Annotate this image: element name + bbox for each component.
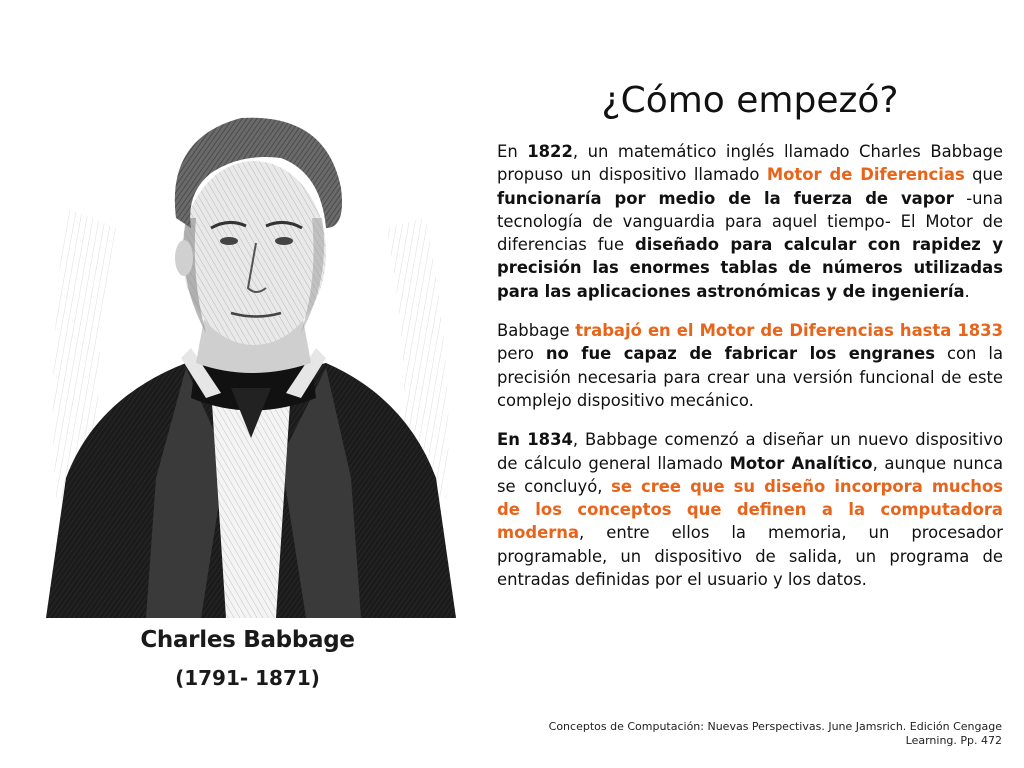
paragraph-3	[497, 428, 1003, 591]
text-run: trabajó en el Motor de Diferencias hasta 1833	[575, 321, 1003, 341]
text-run: .	[964, 281, 970, 301]
citation-footer	[502, 720, 1002, 748]
portrait-image	[26, 78, 466, 618]
text-run: , entre ellos la memoria, un procesador programable, un dispositivo de salida, un programa de entradas definidas por el usuario y los datos.	[497, 523, 1003, 590]
text-run: 1822	[527, 142, 573, 161]
text-run: no fue capaz de fabricar los engranes	[545, 344, 935, 364]
text-run: -una tecnología de vanguardia para aquel tiempo- El Motor de diferencias fue	[497, 188, 1003, 255]
text-run: con la precisión necesaria para crear una versión funcional de este complejo dispositivo mecánico.	[497, 344, 1003, 410]
slide-title: ¿Cómo empezó?	[601, 80, 899, 121]
citation-line-1: Conceptos de Computación: Nuevas Perspectivas. June Jamsrich. Edición Cengage	[548, 720, 1002, 733]
body-text	[497, 140, 1003, 607]
paragraph-1	[497, 140, 1003, 303]
paragraph-2	[497, 319, 1003, 412]
text-run: En 1834	[497, 430, 573, 450]
text-run: funcionaría por medio de la fuerza de vapor	[497, 188, 954, 208]
citation-line-2: Learning. Pp. 472	[905, 734, 1002, 747]
text-run: diseñado para calcular con rapidez y precisión las enormes tablas de números utilizadas para las aplicaciones astronómicas y de ingeniería	[497, 235, 1004, 301]
text-run: , un matemático inglés llamado Charles Babbage propuso un dispositivo llamado	[497, 142, 1003, 185]
text-run: que	[964, 165, 1003, 185]
text-run: Motor Analítico	[729, 453, 873, 473]
portrait-years: (1791- 1871)	[175, 666, 320, 690]
portrait-name: Charles Babbage	[140, 627, 355, 653]
text-run: , Babbage comenzó a diseñar un nuevo dispositivo de cálculo general llamado	[497, 430, 1003, 473]
text-run: , aunque nunca se concluyó,	[497, 453, 1003, 496]
text-run: Babbage	[497, 321, 576, 341]
text-run: pero	[497, 344, 546, 364]
text-run: Motor de Diferencias	[766, 165, 965, 185]
text-run: se cree que su diseño incorpora muchos de los conceptos que definen a la computadora moderna	[497, 476, 1003, 543]
text-run: En	[497, 142, 528, 161]
